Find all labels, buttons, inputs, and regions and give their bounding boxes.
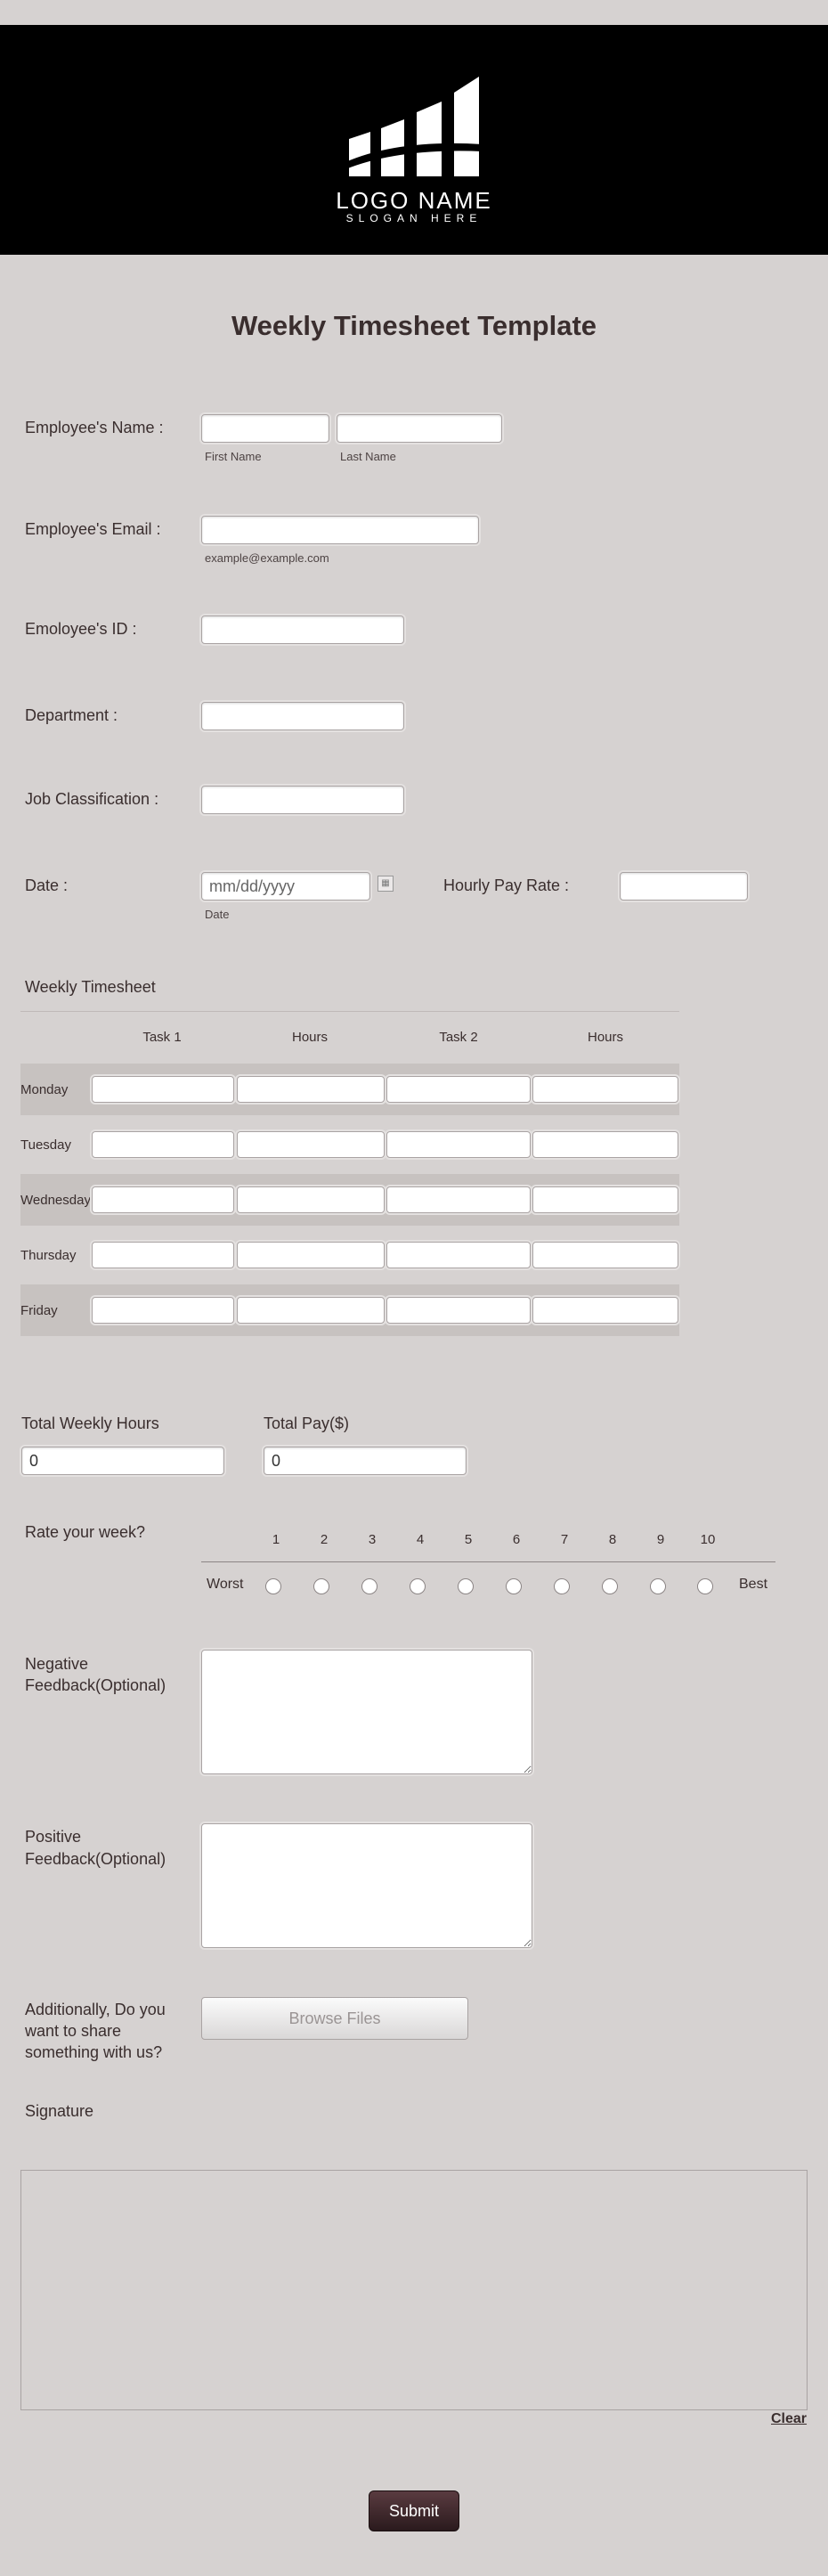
column-header-task1: Task 1	[142, 1030, 182, 1045]
wednesday-hours1-input[interactable]	[237, 1186, 385, 1213]
employee-id-input[interactable]	[201, 615, 404, 644]
monday-task2-input[interactable]	[386, 1076, 531, 1103]
hourly-pay-rate-label: Hourly Pay Rate :	[443, 876, 570, 894]
thursday-task1-input[interactable]	[92, 1242, 234, 1268]
column-header-hours1: Hours	[291, 1030, 328, 1045]
calendar-icon[interactable]: ▦	[377, 876, 394, 892]
row-label-thursday: Thursday	[20, 1248, 77, 1263]
upload-label-line2: want to share	[25, 2022, 122, 2040]
positive-feedback-label-line1: Positive	[25, 1828, 82, 1846]
rating-radio-9[interactable]	[650, 1578, 666, 1594]
first-name-sublabel: First Name	[205, 450, 262, 463]
tuesday-task1-input[interactable]	[92, 1131, 234, 1158]
total-weekly-hours-input[interactable]	[21, 1447, 224, 1475]
date-label: Date :	[25, 876, 69, 894]
rating-number-9: 9	[656, 1532, 665, 1547]
rating-radio-2[interactable]	[313, 1578, 329, 1594]
weekly-timesheet-label: Weekly Timesheet	[25, 978, 156, 996]
monday-hours2-input[interactable]	[532, 1076, 678, 1103]
total-pay-input[interactable]	[264, 1447, 467, 1475]
logo-name: LOGO NAME	[336, 187, 492, 214]
friday-hours1-input[interactable]	[237, 1297, 385, 1324]
employee-name-label: Employee's Name :	[25, 419, 164, 436]
rate-week-label: Rate your week?	[25, 1523, 146, 1541]
rating-number-10: 10	[700, 1532, 716, 1547]
rating-number-7: 7	[560, 1532, 569, 1547]
date-sublabel: Date	[205, 908, 230, 921]
negative-feedback-textarea[interactable]	[201, 1650, 532, 1774]
last-name-sublabel: Last Name	[340, 450, 396, 463]
rating-number-5: 5	[464, 1532, 473, 1547]
job-classification-input[interactable]	[201, 786, 404, 814]
rating-radio-7[interactable]	[554, 1578, 570, 1594]
friday-task2-input[interactable]	[386, 1297, 531, 1324]
first-name-input[interactable]	[201, 414, 329, 443]
total-weekly-hours-label: Total Weekly Hours	[21, 1414, 159, 1432]
employee-id-label: Emoloyee's ID :	[25, 620, 137, 638]
header-banner	[0, 25, 828, 255]
clear-signature-link[interactable]: Clear	[771, 2411, 808, 2426]
row-label-tuesday: Tuesday	[20, 1137, 71, 1153]
monday-task1-input[interactable]	[92, 1076, 234, 1103]
submit-button[interactable]: Submit	[369, 2490, 459, 2531]
rating-number-3: 3	[368, 1532, 377, 1547]
department-input[interactable]	[201, 702, 404, 730]
friday-hours2-input[interactable]	[532, 1297, 678, 1324]
tuesday-task2-input[interactable]	[386, 1131, 531, 1158]
positive-feedback-label-line2: Feedback(Optional)	[25, 1850, 166, 1868]
rating-number-2: 2	[320, 1532, 329, 1547]
rating-low-label: Worst	[207, 1577, 244, 1592]
row-label-friday: Friday	[20, 1303, 58, 1318]
wednesday-task1-input[interactable]	[92, 1186, 234, 1213]
upload-label-line1: Additionally, Do you	[25, 2001, 166, 2018]
wednesday-hours2-input[interactable]	[532, 1186, 678, 1213]
date-input[interactable]	[201, 872, 370, 901]
row-label-wednesday: Wednesday	[20, 1193, 91, 1208]
building-bars-icon	[345, 77, 483, 176]
rating-number-1: 1	[272, 1532, 280, 1547]
rating-number-6: 6	[512, 1532, 521, 1547]
wednesday-task2-input[interactable]	[386, 1186, 531, 1213]
signature-pad[interactable]	[20, 2170, 808, 2410]
column-header-hours2: Hours	[587, 1030, 623, 1045]
tuesday-hours1-input[interactable]	[237, 1131, 385, 1158]
rating-radio-5[interactable]	[458, 1578, 474, 1594]
rating-number-4: 4	[416, 1532, 425, 1547]
total-pay-label: Total Pay($)	[264, 1414, 350, 1432]
rating-radio-8[interactable]	[602, 1578, 618, 1594]
thursday-hours1-input[interactable]	[237, 1242, 385, 1268]
negative-feedback-label-line2: Feedback(Optional)	[25, 1676, 166, 1694]
employee-email-input[interactable]	[201, 516, 479, 544]
friday-task1-input[interactable]	[92, 1297, 234, 1324]
rating-radio-1[interactable]	[265, 1578, 281, 1594]
tuesday-hours2-input[interactable]	[532, 1131, 678, 1158]
department-label: Department :	[25, 706, 118, 724]
email-sublabel: example@example.com	[205, 551, 329, 565]
last-name-input[interactable]	[337, 414, 502, 443]
rating-high-label: Best	[739, 1577, 768, 1592]
positive-feedback-textarea[interactable]	[201, 1823, 532, 1948]
form-title: Weekly Timesheet Template	[231, 310, 597, 341]
rating-divider	[201, 1561, 775, 1562]
rating-radio-6[interactable]	[506, 1578, 522, 1594]
employee-email-label: Employee's Email :	[25, 520, 161, 538]
row-label-monday: Monday	[20, 1082, 69, 1097]
rating-radio-4[interactable]	[410, 1578, 426, 1594]
logo-slogan: SLOGAN HERE	[345, 212, 483, 224]
upload-label-line3: something with us?	[25, 2043, 163, 2061]
browse-files-button[interactable]: Browse Files	[201, 1997, 468, 2040]
thursday-task2-input[interactable]	[386, 1242, 531, 1268]
section-divider	[20, 1011, 679, 1012]
rating-number-8: 8	[608, 1532, 617, 1547]
job-classification-label: Job Classification :	[25, 790, 159, 808]
monday-hours1-input[interactable]	[237, 1076, 385, 1103]
rating-radio-10[interactable]	[697, 1578, 713, 1594]
hourly-pay-rate-input[interactable]	[620, 872, 748, 901]
thursday-hours2-input[interactable]	[532, 1242, 678, 1268]
column-header-task2: Task 2	[439, 1030, 478, 1045]
negative-feedback-label-line1: Negative	[25, 1655, 89, 1673]
rating-radio-3[interactable]	[361, 1578, 377, 1594]
signature-label: Signature	[25, 2102, 94, 2120]
